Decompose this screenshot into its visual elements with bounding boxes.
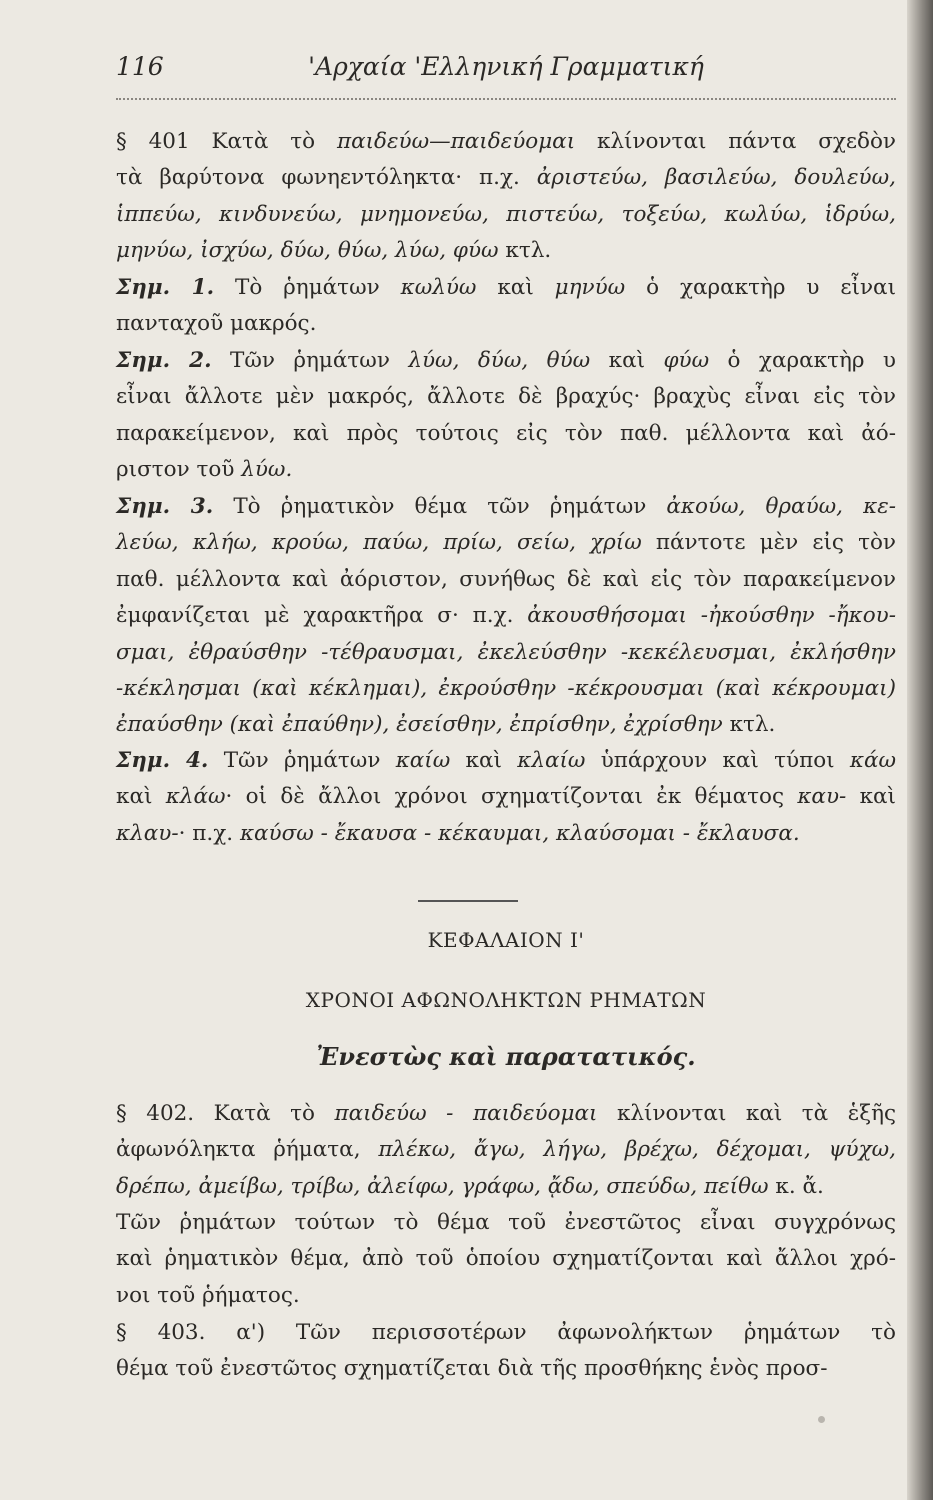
text-line xyxy=(116,743,896,779)
text-line xyxy=(116,1315,896,1351)
section-403 xyxy=(116,1315,896,1388)
text-run: πανταχοῦ μακρός. xyxy=(116,311,317,337)
section-402-continued xyxy=(116,1205,896,1314)
text-run: § 401 Κατὰ τὸ xyxy=(116,129,337,154)
text-line xyxy=(116,343,896,379)
text-run: κάω xyxy=(849,748,896,773)
running-title: 'Αρχαία 'Ελληνική Γραμματική xyxy=(308,52,704,81)
note-2 xyxy=(116,343,896,489)
text-line xyxy=(116,671,896,707)
text-run: Τὸ ῥημάτων xyxy=(214,275,401,300)
chapter-subtitle: Ἐνεστὼς καὶ παρατατικός. xyxy=(316,1042,696,1071)
chapter-title: ΧΡΟΝΟΙ ΑΦΩΝΟΛΗΚΤΩΝ ΡΗΜΑΤΩΝ xyxy=(305,988,707,1012)
text-run: καυ- xyxy=(797,784,847,810)
text-line xyxy=(116,1096,896,1132)
text-run: Σημ. 3. xyxy=(116,494,214,519)
page-number: 116 xyxy=(116,52,164,81)
text-run: πλέκω, ἄγω, λήγω, βρέχω, δέχομαι, ψύχω, xyxy=(378,1137,896,1163)
note-4 xyxy=(116,743,896,852)
text-run: · οἱ δὲ ἄλλοι χρόνοι σχηματίζονται ἐκ θέματος xyxy=(225,784,798,810)
text-run: ὁ χαρακτὴρ υ xyxy=(709,348,896,373)
text-line xyxy=(116,1351,896,1387)
text-line xyxy=(116,707,896,743)
text-run: κλάω xyxy=(165,784,226,810)
paper-speck xyxy=(818,1416,825,1423)
text-run: κτλ. xyxy=(722,712,776,738)
text-line xyxy=(116,452,896,488)
text-run: Τῶν ῥημάτων xyxy=(208,748,396,773)
text-run: ἀφωνόληκτα ῥήματα, xyxy=(116,1137,379,1163)
text-line xyxy=(116,562,896,598)
text-run: καὶ ῥηματικὸν θέμα, ἀπὸ τοῦ ὁποίου σχηματίζονται καὶ ἄλλοι χρό- xyxy=(116,1246,896,1272)
text-run: λύω. xyxy=(241,457,293,483)
text-line xyxy=(116,379,896,415)
text-run: παιδεύω—παιδεύομαι xyxy=(336,129,576,154)
text-line xyxy=(116,1132,896,1168)
text-line xyxy=(116,306,896,342)
text-run: ἱππεύω, κινδυνεύω, μνημονεύω, πιστεύω, τοξεύω, κωλύω, ἱδρύω, xyxy=(116,201,896,227)
text-line xyxy=(116,1205,896,1241)
text-run: -κέκλησμαι (καὶ κέκλημαι), ἐκρούσθην -κέκρουσμαι (καὶ κέκρουμαι) xyxy=(116,675,896,701)
text-line xyxy=(116,1169,896,1205)
text-run: παθ. μέλλοντα καὶ ἀόριστον, συνήθως δὲ καὶ εἰς τὸν παρακείμενον xyxy=(116,566,896,592)
text-run: θέμα τοῦ ἐνεστῶτος σχηματίζεται διὰ τῆς προσθήκης ἑνὸς προσ- xyxy=(116,1356,828,1382)
text-line xyxy=(116,1278,896,1314)
text-run: καίω xyxy=(395,748,451,773)
text-run: Τῶν ῥημάτων τούτων τὸ θέμα τοῦ ἐνεστῶτος εἶναι συγχρόνως xyxy=(116,1210,896,1235)
text-line xyxy=(116,635,896,671)
text-run: ἐμφανίζεται μὲ χαρακτῆρα σ· π.χ. xyxy=(116,603,528,629)
text-run: μηνύω xyxy=(554,275,626,300)
text-run: καὶ xyxy=(116,784,166,810)
chapter-number: ΚΕΦΑΛΑΙΟΝ Ι' xyxy=(427,928,585,952)
text-run: μηνύω, ἰσχύω, δύω, θύω, λύω, φύω xyxy=(116,238,499,264)
text-line xyxy=(116,598,896,634)
text-run: καὶ xyxy=(476,275,555,300)
text-run: κωλύω xyxy=(400,275,477,300)
text-run: καὶ xyxy=(450,748,518,773)
text-line xyxy=(116,1241,896,1277)
text-run: κ. ἄ. xyxy=(768,1173,824,1199)
text-run: ἀκούω, θραύω, κε- xyxy=(666,494,896,519)
text-run: εἶναι ἄλλοτε μὲν μακρός, ἄλλοτε δὲ βραχύς· βραχὺς εἶναι εἰς τὸν xyxy=(116,384,896,410)
text-run: πάντοτε μὲν εἰς τὸν xyxy=(641,530,896,556)
text-line xyxy=(116,525,896,561)
text-line xyxy=(116,816,896,852)
text-run: Σημ. 2. xyxy=(116,348,212,373)
text-run: ὁ χαρακτὴρ υ εἶναι xyxy=(625,275,897,300)
text-line xyxy=(116,197,896,233)
text-run: ἐπαύσθην (καὶ ἐπαύθην), ἐσείσθην, ἐπρίσθην, ἐχρίσθην xyxy=(116,712,723,738)
text-run: Τῶν ῥημάτων xyxy=(211,348,409,373)
text-line xyxy=(116,160,896,196)
page-header xyxy=(116,52,896,92)
text-run: λύω, δύω, θύω xyxy=(408,348,591,373)
header-rule xyxy=(116,98,896,100)
text-run: σμαι, ἐθραύσθην -τέθραυσμαι, ἐκελεύσθην -κεκέλευσμαι, ἐκλήσθην xyxy=(116,639,896,665)
note-3 xyxy=(116,489,896,744)
text-run: δρέπω, ἀμείβω, τρίβω, ἀλείφω, γράφω, ᾄδω, σπεύδω, πείθω xyxy=(116,1173,769,1199)
text-line xyxy=(116,489,896,525)
text-run: κτλ. xyxy=(498,238,552,264)
chapter-divider xyxy=(418,900,518,902)
text-run: ἀριστεύω, βασιλεύω, δουλεύω, xyxy=(536,165,896,191)
text-run: § 402. Κατὰ τὸ xyxy=(116,1101,335,1126)
text-run: § 403. α') Τῶν περισσοτέρων ἀφωνολήκτων ῥημάτων τὸ xyxy=(116,1320,896,1345)
section-401 xyxy=(116,124,896,270)
text-run: κλαίω xyxy=(517,748,586,773)
text-run: · π.χ. xyxy=(178,820,240,846)
text-run: κλίνονται πάντα σχεδὸν xyxy=(575,129,896,154)
text-run: φύω xyxy=(663,348,710,373)
text-run: Σημ. 4. xyxy=(116,748,209,773)
text-line xyxy=(116,270,896,306)
text-run: τὰ βαρύτονα φωνηεντόληκτα· π.χ. xyxy=(116,165,537,191)
text-run: καύσω - ἔκαυσα - κέκαυμαι, κλαύσομαι - ἔκλαυσα. xyxy=(239,820,800,846)
text-run: νοι τοῦ ῥήματος. xyxy=(116,1282,300,1308)
text-run: κλίνονται καὶ τὰ ἑξῆς xyxy=(597,1101,897,1126)
text-run: καὶ xyxy=(846,784,896,810)
page-edge xyxy=(907,0,933,1500)
text-line xyxy=(116,233,896,269)
text-run: παρακείμενον, καὶ πρὸς τούτοις εἰς τὸν παθ. μέλλοντα καὶ ἀό- xyxy=(116,420,896,446)
text-run: Σημ. 1. xyxy=(116,275,215,300)
text-run: Τὸ ῥηματικὸν θέμα τῶν ῥημάτων xyxy=(213,494,667,519)
text-line xyxy=(116,416,896,452)
text-line xyxy=(116,779,896,815)
text-run: παιδεύω - παιδεύομαι xyxy=(334,1101,598,1126)
text-run: ριστον τοῦ xyxy=(116,457,242,483)
text-line xyxy=(116,124,896,160)
text-run: κλαυ- xyxy=(116,820,179,846)
text-run: λεύω, κλήω, κρούω, παύω, πρίω, σείω, χρίω xyxy=(116,530,642,556)
text-run: ἀκουσθήσομαι -ἠκούσθην -ἤκου- xyxy=(527,603,896,629)
note-1 xyxy=(116,270,896,343)
text-run: ὑπάρχουν καὶ τύποι xyxy=(585,748,850,773)
text-run: καὶ xyxy=(590,348,664,373)
section-402 xyxy=(116,1096,896,1205)
